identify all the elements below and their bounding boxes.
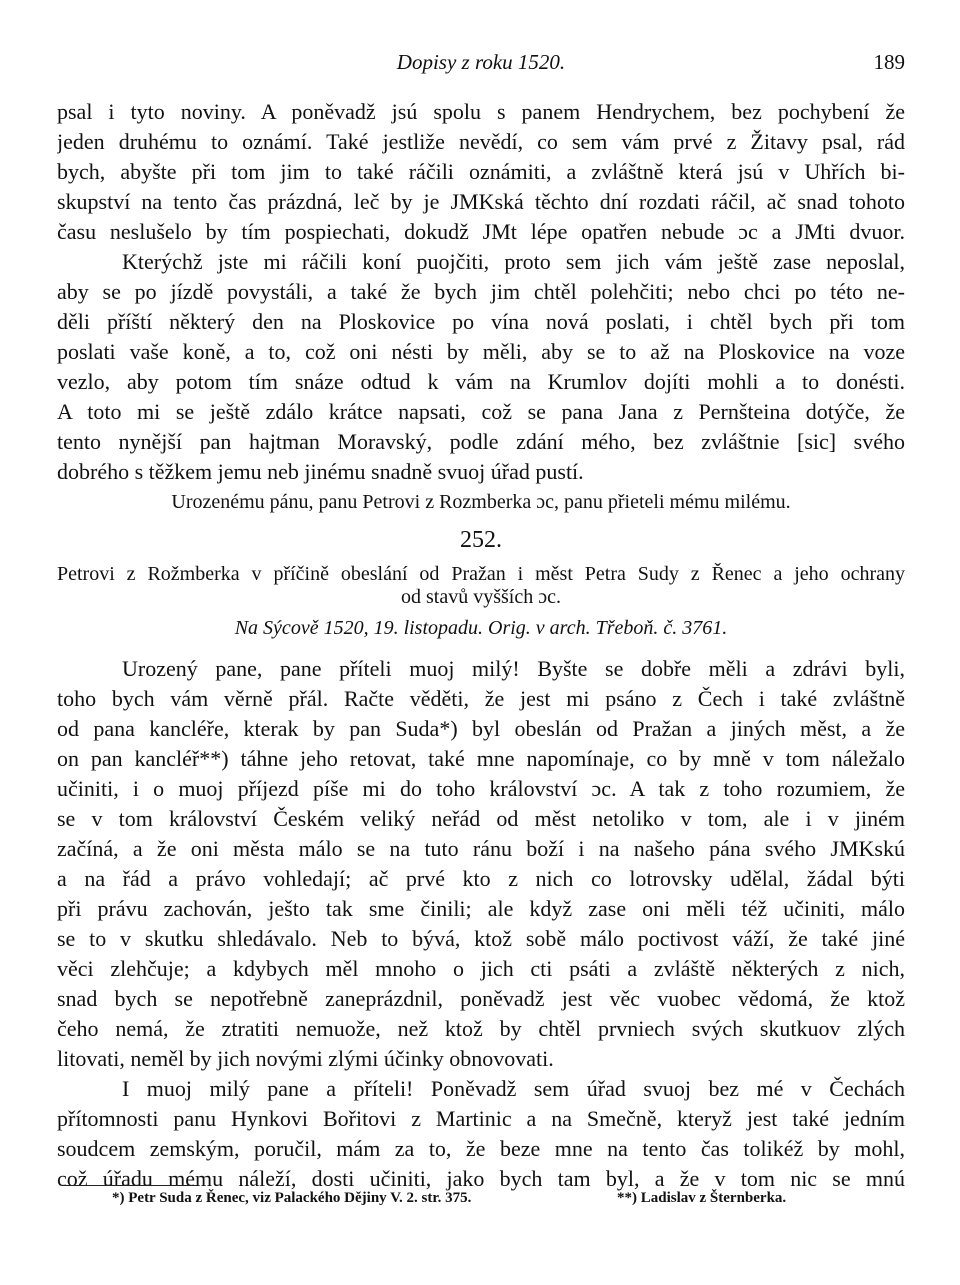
text-line: on pan kancléř**) táhne jeho retovat, také mne napomínaje, co by mně v tom náležalo (57, 746, 905, 771)
text-line: děli příští některý den na Ploskovice po vína nová poslati, i chtěl bych při tom (57, 309, 905, 334)
text-line: od pana kancléře, kterak by pan Suda*) byl obeslán od Pražan a jiných měst, a že (57, 716, 905, 741)
letter-heading (57, 525, 905, 643)
text-line: psal i tyto noviny. A poněvadž jsú spolu s panem Hendrychem, bez pochybení že (57, 99, 905, 124)
text-line: litovati, neměl by jich novými zlými účinky obnovovati. (57, 1046, 554, 1071)
text-line: učiniti, i o muoj příjezd píše mi do toho království ɔc. A tak z toho rozumiem, že (57, 776, 905, 801)
text-line: aby se po jízdě povystáli, a také že bych jim chtěl polehčiti; nebo chci po této ne- (57, 279, 905, 304)
running-title: Dopisy z roku 1520. (396, 50, 566, 74)
footnote-2: **) Ladislav z Šternberka. (617, 1190, 787, 1206)
page-header (57, 50, 905, 78)
text-line: se to v skutku shledávalo. Neb to bývá, ktož sobě málo poctivost váží, že také jiné (57, 926, 905, 951)
text-line: skupství na tento čas prázdná, leč by je JMKská těchto dní rozdati ráčil, ač snad tohoto (57, 189, 905, 214)
letter-address: Urozenému pánu, panu Petrovi z Rozmberka ɔc, panu přieteli mému milému. (171, 491, 791, 513)
text-line: Urozený pane, pane příteli muoj milý! Byšte se dobře měli a zdrávi byli, (122, 656, 905, 681)
text-line: což úřadu mému náleží, dosti učiniti, jako bych tam byl, a že v tom nic se mnú (57, 1166, 905, 1191)
footnotes (57, 1190, 905, 1214)
text-line: snad bych se nepotřebně zaneprázdnil, poněvadž jest věc vuobec vědomá, že ktož (57, 986, 905, 1011)
text-line: se v tom království Českém veliký neřád od měst netoliko v tom, ale i v jiném (57, 806, 905, 831)
footnote-1: *) Petr Suda z Řenec, viz Palackého Dějiny V. 2. str. 375. (112, 1190, 472, 1206)
text-line: Kterýchž jste mi ráčili koní puojčiti, proto sem jich vám ještě zase neposlal, (122, 249, 905, 274)
text-line: I muoj milý pane a příteli! Poněvadž sem úřad svuoj bez mé v Čechách (122, 1076, 905, 1101)
text-line: tento nynější pan hajtman Moravský, podle zdání mého, bez zvláštnie [sic] svého (57, 429, 905, 454)
text-line: A toto mi se ještě zdálo krátce napsati, což se pana Jana z Pernšteina dotýče, že (57, 399, 905, 424)
text-line: bych, abyšte při tom jim to také ráčili oznámiti, a zvláštně která jsú v Uhřích bi- (57, 159, 905, 184)
text-line: věci zlehčuje; a kdybych měl mnoho o jich cti psáti a zvláště některých z nich, (57, 956, 905, 981)
letter-body (57, 654, 905, 1194)
text-line: soudcem zemským, poručil, mám za to, že beze mne na tento čas tolikéž by mohl, (57, 1136, 905, 1161)
text-line: jeden druhému to oznámí. Také jestliže nevědí, co sem vám prvé z Žitavy psal, rád (57, 129, 905, 154)
text-line: a na řád a právo vohledají; ač prvé kto z nich co lotrovsky udělal, žádal býti (57, 866, 905, 891)
text-line: přítomnosti panu Hynkovi Bořitovi z Martinic a na Smečně, kteryž jest také jedním (57, 1106, 905, 1131)
letter-source: Na Sýcově 1520, 19. listopadu. Orig. v arch. Třeboň. č. 3761. (234, 617, 728, 639)
continuation-text (57, 97, 905, 517)
text-line: začíná, a že oni města málo se na tuto ránu boží i na našeho pána svého JMKskú (57, 836, 905, 861)
text-line: vezlo, aby potom tím snáze odtud k vám na Krumlov dojíti mohli a to donésti. (57, 369, 905, 394)
text-line: toho bych vám věrně přál. Račte věděti, že jest mi psáno z Čech i také zvláštně (57, 686, 905, 711)
text-line: času neslušelo by tím pospiechati, dokudž JMt lépe opatřen nebude ɔc a JMti dvuor. (57, 219, 905, 244)
text-line: při právu zachován, ješto tak sme činili; ale když zase oni měli též učiniti, málo (57, 896, 905, 921)
letter-summary-line: od stavů vyšších ɔc. (401, 586, 561, 608)
text-line: čeho nemá, že ztratiti nemuože, než ktož by chtěl prvniech svých skutkuov zlých (57, 1016, 905, 1041)
letter-number: 252. (460, 527, 502, 553)
letter-summary-line: Petrovi z Rožmberka v příčině obeslání od Pražan i měst Petra Sudy z Řenec a jeho ochrany (57, 563, 905, 585)
footnote-rule (62, 1185, 197, 1186)
text-line: dobrého s těžkem jemu neb jinému snadně svuoj úřad pustí. (57, 459, 584, 484)
page-number: 189 (873, 50, 905, 74)
text-line: poslati vaše koně, a to, což oni nésti by měli, aby se to až na Ploskovice na voze (57, 339, 905, 364)
